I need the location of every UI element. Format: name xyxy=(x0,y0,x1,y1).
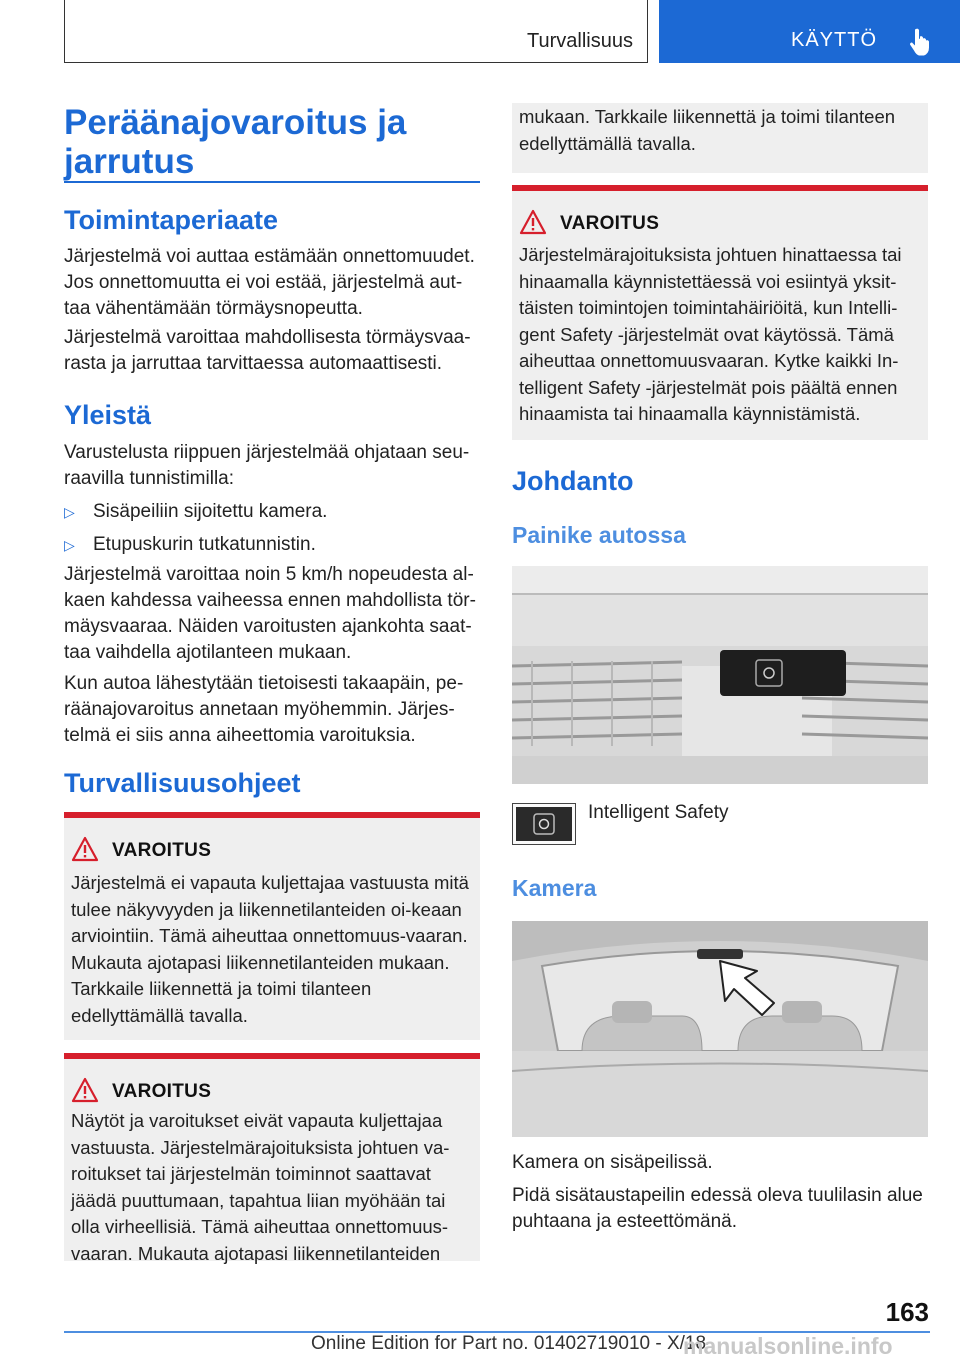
footer-edition: Online Edition for Part no. 01402719010 - X/18 xyxy=(311,1333,707,1354)
header-chapter-tab[interactable] xyxy=(659,0,960,63)
warning-text: Järjestelmä ei vapauta kuljettajaa vastuusta mitä tulee näkyvyyden ja liikennetilanteiden oi-keaan arviointiin. Tämä aiheuttaa onnettomuus-vaaran. Mukauta ajotapasi liikennetilanteiden mukaan. Tarkkaile liikennettä ja toimi tilanteen edellyttämällä tavalla. xyxy=(71,872,469,1026)
general-paragraph-3: Kun autoa lähestytään tietoisesti takaapäin, pe-räänajovaroitus annetaan myöhemmin. Järjes-telmä ei siis anna aiheettomia varoituksia. xyxy=(64,673,464,746)
warning-bar xyxy=(512,185,928,191)
header-chapter-label: KÄYTTÖ xyxy=(791,29,878,51)
heading-safety: Turvallisuusohjeet xyxy=(64,768,301,798)
list-item: ▷ Sisäpeiliin sijoitettu kamera. xyxy=(64,499,482,525)
heading-general: Yleistä xyxy=(64,400,152,430)
warning-text: Näytöt ja varoitukset eivät vapauta kuljettajaa vastuusta. Järjestelmärajoituksista johtuen va-roitukset tai järjestelmän toiminnot saattavat jäädä puuttumaan, tapahtua liian myöhään tai olla virheellisiä. Tämä aiheuttaa onnettomuus-vaaran. Mukauta ajotapasi liikennetilanteiden xyxy=(71,1110,450,1264)
heading-button-in-car: Painike autossa xyxy=(512,522,686,548)
intelligent-safety-label: Intelligent Safety xyxy=(588,802,729,823)
page-title: Peräänajovaroitus ja jarrutus xyxy=(64,103,407,181)
warning-triangle-icon xyxy=(519,209,547,235)
watermark: manualsonline.info xyxy=(683,1333,893,1359)
triangle-bullet-icon: ▷ xyxy=(64,537,75,553)
warning-text: Järjestelmärajoituksista johtuen hinattaessa tai hinaamalla käynnistettäessä voi esiintyä yksit-täisten toimintojen toimintahäiriöitä, kun Intelli-gent Safety -järjestelmät ovat käytössä. Tämä aiheuttaa onnettomuusvaaran. Kytke kaikki In-telligent Safety -järjestelmät pois päältä ennen hinaamista tai hinaamalla käynnistämistä. xyxy=(519,244,902,424)
intelligent-safety-button-icon xyxy=(512,803,576,845)
list-item: ▷ Etupuskurin tutkatunnistin. xyxy=(64,532,482,558)
principle-paragraph-2: Järjestelmä varoittaa mahdollisesta törmäysvaa-rasta ja jarruttaa tarvittaessa automaattisesti. xyxy=(64,327,471,374)
camera-paragraph-1: Kamera on sisäpeilissä. xyxy=(512,1152,713,1173)
warning-bar xyxy=(64,812,480,818)
camera-paragraph-2: Pidä sisätaustapeilin edessä oleva tuulilasin alue puhtaana ja esteettömänä. xyxy=(512,1185,923,1232)
heading-camera: Kamera xyxy=(512,875,597,901)
triangle-bullet-icon: ▷ xyxy=(64,504,75,520)
warning-continuation-box xyxy=(512,103,928,173)
warning-box-2 xyxy=(64,1053,480,1264)
warning-triangle-icon xyxy=(71,1077,99,1103)
warning-title: VAROITUS xyxy=(560,213,660,234)
warning-box-1 xyxy=(64,812,480,1040)
heading-principle: Toimintaperiaate xyxy=(64,205,279,235)
principle-paragraph-1: Järjestelmä voi auttaa estämään onnettomuudet. Jos onnettomuutta ei voi estää, järjestelmä aut-taa vähentämään törmäysnopeutta. xyxy=(64,246,475,319)
header-section-box xyxy=(64,0,648,63)
camera-mirror-photo xyxy=(512,921,928,1137)
warning-box-3 xyxy=(512,185,928,440)
hand-pointer-icon xyxy=(907,26,937,56)
heading-intro: Johdanto xyxy=(512,466,634,496)
page-number: 163 xyxy=(885,1297,929,1327)
header-section-title: Turvallisuus xyxy=(527,30,633,52)
warning-continuation-text: mukaan. Tarkkaile liikennettä ja toimi tilanteen edellyttämällä tavalla. xyxy=(519,106,896,154)
warning-title: VAROITUS xyxy=(112,1081,212,1102)
dashboard-button-photo xyxy=(512,566,928,784)
warning-triangle-icon xyxy=(71,836,99,862)
general-paragraph-2: Järjestelmä varoittaa noin 5 km/h nopeudesta al-kaen kahdessa vaiheessa ennen mahdollista tör-mäysvaaraa. Näiden varoitusten ajankohta saat-taa vaihdella ajotilanteen mukaan. xyxy=(64,564,476,663)
title-rule xyxy=(64,181,480,183)
warning-bar xyxy=(64,1053,480,1059)
general-paragraph-1: Varustelusta riippuen järjestelmää ohjataan seu-raavilla tunnistimilla: xyxy=(64,442,470,489)
warning-title: VAROITUS xyxy=(112,840,212,861)
